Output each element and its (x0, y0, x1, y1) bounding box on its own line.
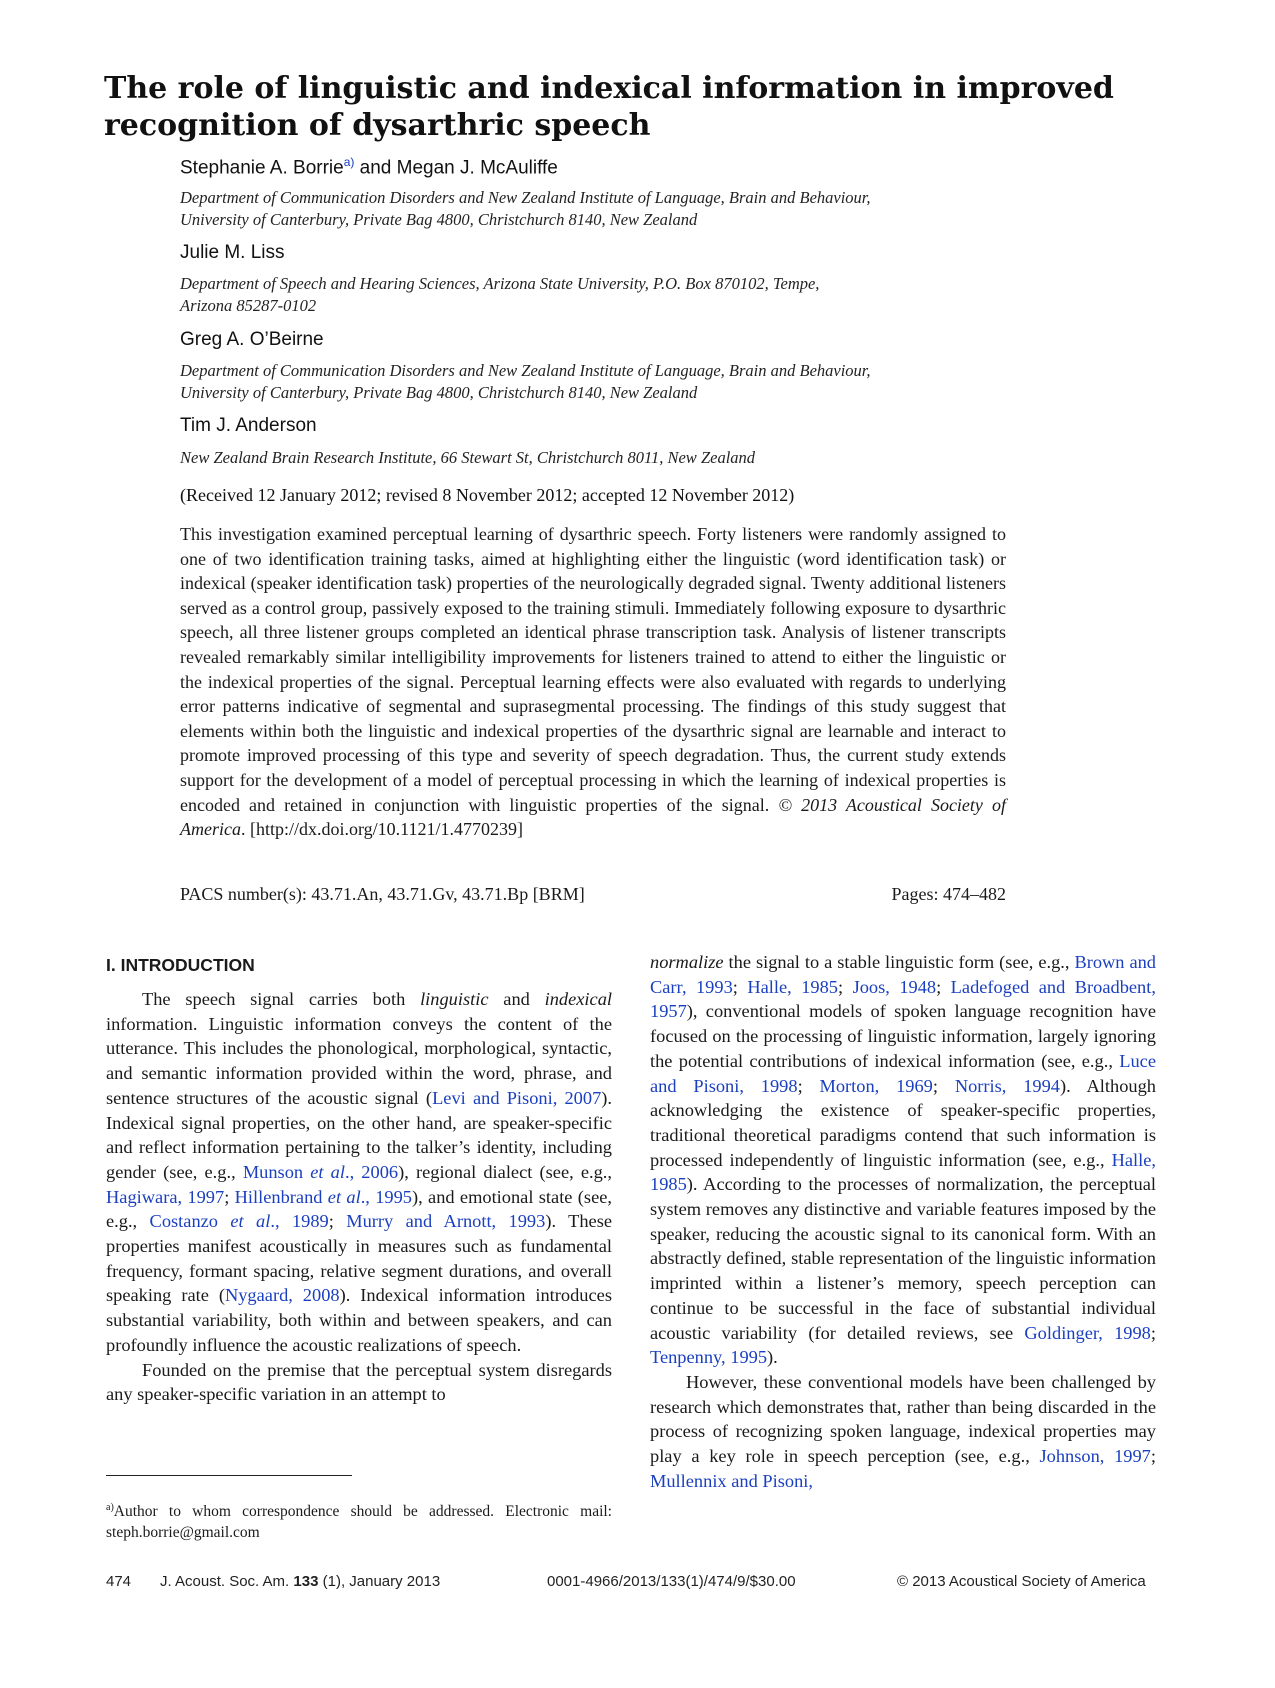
citation-link[interactable]: Hagiwara, 1997 (106, 1186, 225, 1207)
citation-link[interactable]: Munson (242, 1161, 311, 1182)
citation-link[interactable]: Tenpenny, 1995 (650, 1347, 768, 1368)
citation-link[interactable]: ., 2006 (344, 1161, 399, 1182)
footnote-marker: a) (106, 1502, 114, 1513)
citation-link[interactable]: Goldinger, 1998 (1024, 1322, 1151, 1343)
citation-link[interactable]: Luce and Pisoni, 1998 (650, 1050, 1156, 1096)
paper-title: The role of linguistic and indexical information in improved recognition of dysarthric speech (104, 71, 1114, 143)
author-coauthor: and Megan J. McAuliffe (354, 157, 558, 179)
footer-volume: 133 (293, 1573, 319, 1590)
footer-page-number: 474 (106, 1573, 132, 1590)
footer-issue: (1), January 2013 (318, 1573, 441, 1590)
citation-link[interactable]: ., 1989 (270, 1211, 329, 1232)
citation-link[interactable]: Halle, 1985 (650, 1149, 1156, 1195)
right-column (650, 950, 1156, 1493)
footnote (106, 1497, 612, 1543)
citation-link[interactable]: Joos, 1948 (852, 976, 937, 997)
author-line-3: Greg A. O’Beirne (180, 329, 324, 350)
citation-link[interactable]: Brown and Carr, 1993 (650, 952, 1157, 997)
citation-link[interactable]: et al (310, 1161, 345, 1182)
citation-link[interactable]: Mullennix and Pisoni, (650, 1470, 813, 1491)
affiliation-3: Department of Communication Disorders and New Zealand Institute of Language, Brain and Behaviour, University of Canterbury, Private Bag 4800, Christchurch 8140, New Zealand (180, 361, 871, 402)
page-range: Pages: 474–482 (891, 884, 1006, 904)
author-line-4: Tim J. Anderson (180, 415, 317, 436)
citation-link[interactable]: Norris, 1994 (954, 1075, 1060, 1096)
footnote-divider (106, 1475, 352, 1476)
paragraph: However, these conventional models have been challenged by research which demonstrates that, rather than being discarded in the process of recognizing spoken language, indexical properties may play a key role in speech perception (see, e.g., Johnson, 1997; Mullennix and Pisoni, (650, 1371, 1156, 1491)
citation-link[interactable]: et al (230, 1211, 271, 1232)
left-column (106, 987, 612, 1407)
footnote-text: Author to whom correspondence should be addressed. Electronic mail: steph.borrie@gmail.com (106, 1503, 612, 1542)
citation-link[interactable]: Nygaard, 2008 (224, 1285, 340, 1306)
footer-copyright: © 2013 Acoustical Society of America (897, 1573, 1146, 1590)
citation-link[interactable]: et al (327, 1186, 361, 1207)
footer-code: 0001-4966/2013/133(1)/474/9/$30.00 (547, 1573, 796, 1590)
abstract-doi[interactable]: [http://dx.doi.org/10.1121/1.4770239] (249, 819, 523, 840)
footer-journal: J. Acoust. Soc. Am. 133 (1), January 2013 (160, 1573, 441, 1590)
citation-link[interactable]: Levi and Pisoni, 2007 (432, 1087, 602, 1108)
abstract-text: This investigation examined perceptual learning of dysarthric speech. Forty listeners were randomly assigned to one of two identification training tasks, aimed at highlighting either the linguistic (word identification task) or indexical (speaker identification task) properties of the neurologically degraded signal. Twenty additional listeners served as a control group, passively exposed to the training stimuli. Immediately following exposure to dysarthric speech, all three listener groups completed an identical phrase transcription task. Analysis of listener transcripts revealed remarkably similar intelligibility improvements for listeners trained to attend to either the linguistic or the indexical properties of the signal. Perceptual learning effects were also evaluated with regards to underlying error patterns indicative of segmental and suprasegmental processing. The findings of this study suggest that elements within both the linguistic and indexical properties of the dysarthric signal are learnable and interact to promote improved processing of this type and severity of speech degradation. Thus, the current study extends support for the development of a model of perceptual processing in which the learning of indexical properties is encoded and retained in conjunction with linguistic properties of the signal. (180, 524, 1006, 815)
abstract: This investigation examined perceptual learning of dysarthric speech. Forty listeners were randomly assigned to one of two identification training tasks, aimed at highlighting either the linguistic (word identification task) or indexical (speaker identification task) properties of the neurologically degraded signal. Twenty additional listeners served as a control group, passively exposed to the training stimuli. Immediately following exposure to dysarthric speech, all three listener groups completed an identical phrase transcription task. Analysis of listener transcripts revealed remarkably similar intelligibility improvements for listeners trained to attend to either the linguistic or the indexical properties of the signal. Perceptual learning effects were also evaluated with regards to underlying error patterns indicative of segmental and suprasegmental processing. The findings of this study suggest that elements within both the linguistic and indexical properties of the dysarthric signal are learnable and interact to promote improved processing of this type and severity of speech degradation. Thus, the current study extends support for the development of a model of perceptual processing in which the learning of indexical properties is encoded and retained in conjunction with linguistic properties of the signal. © 2013 Acoustical Society of America. [http://dx.doi.org/10.1121/1.4770239] (180, 524, 1007, 840)
citation-link[interactable]: Ladefoged and Broadbent, 1957 (650, 976, 1156, 1022)
affiliation-4: New Zealand Brain Research Institute, 66 Stewart St, Christchurch 8011, New Zealand (180, 448, 756, 467)
citation-link[interactable]: Hillenbrand (234, 1186, 328, 1207)
paragraph: normalize the signal to a stable linguistic form (see, e.g., Brown and Carr, 1993; Halle, 1985; Joos, 1948; Ladefoged and Broadbent, 1957), conventional models of spoken language recognition have focused on the processing of linguistic information, largely ignoring the potential contributions of indexical information (see, e.g., Luce and Pisoni, 1998; Morton, 1969; Norris, 1994). Although acknowledging the existence of speaker-specific properties, traditional theoretical paradigms contend that such information is processed independently of linguistic information (see, e.g., Halle, 1985). According to the processes of normalization, the perceptual system removes any distinctive and variable features imposed by the speaker, reducing the acoustic signal to its canonical form. With an abstractly defined, stable representation of the linguistic information imprinted within a listener’s memory, speech perception can continue to be successful in the face of substantial individual acoustic variability (for detailed reviews, see Goldinger, 1998; Tenpenny, 1995). (650, 952, 1157, 1368)
citation-link[interactable]: Johnson, 1997 (1039, 1446, 1151, 1467)
affiliation-1: Department of Communication Disorders and New Zealand Institute of Language, Brain and Behaviour, University of Canterbury, Private Bag 4800, Christchurch 8140, New Zealand (180, 188, 871, 229)
abstract-copyright: © 2013 Acoustical Society of America (180, 794, 1007, 840)
author-footnote-marker[interactable]: a) (343, 155, 355, 169)
paragraph: The speech signal carries both linguistic and indexical information. Linguistic information conveys the content of the utterance. This includes the phonological, morphological, syntactic, and semantic information provided within the word, phrase, and sentence structures of the acoustic signal (Levi and Pisoni, 2007). Indexical signal properties, on the other hand, are speaker-specific and reflect information pertaining to the talker’s identity, including gender (see, e.g., Munson et al., 2006), regional dialect (see, e.g., Hagiwara, 1997; Hillenbrand et al., 1995), and emotional state (see, e.g., Costanzo et al., 1989; Murry and Arnott, 1993). These properties manifest acoustically in measures such as fundamental frequency, formant spacing, relative segment durations, and overall speaking rate (Nygaard, 2008). Indexical information introduces substantial variability, both within and between speakers, and can profoundly influence the acoustic realizations of speech. (106, 989, 613, 1355)
received-dates: (Received 12 January 2012; revised 8 November 2012; accepted 12 November 2012) (180, 485, 795, 505)
author-line-1 (180, 155, 558, 179)
citation-link[interactable]: Halle, 1985 (747, 976, 838, 997)
citation-link[interactable]: ., 1995 (360, 1186, 412, 1207)
author-name: Stephanie A. Borrie (180, 157, 344, 179)
citation-link[interactable]: Murry and Arnott, 1993 (346, 1211, 546, 1232)
citation-link[interactable]: Morton, 1969 (819, 1075, 933, 1096)
citation-link[interactable]: Costanzo (149, 1211, 231, 1232)
author-line-2: Julie M. Liss (180, 242, 285, 263)
affiliation-2: Department of Speech and Hearing Sciences, Arizona State University, P.O. Box 870102, Tempe, Arizona 85287-0102 (180, 274, 820, 315)
section-heading: I. INTRODUCTION (106, 955, 255, 975)
pacs-numbers: PACS number(s): 43.71.An, 43.71.Gv, 43.71.Bp [BRM] (180, 884, 585, 904)
paragraph: Founded on the premise that the perceptual system disregards any speaker-specific variation in an attempt to (106, 1359, 612, 1405)
